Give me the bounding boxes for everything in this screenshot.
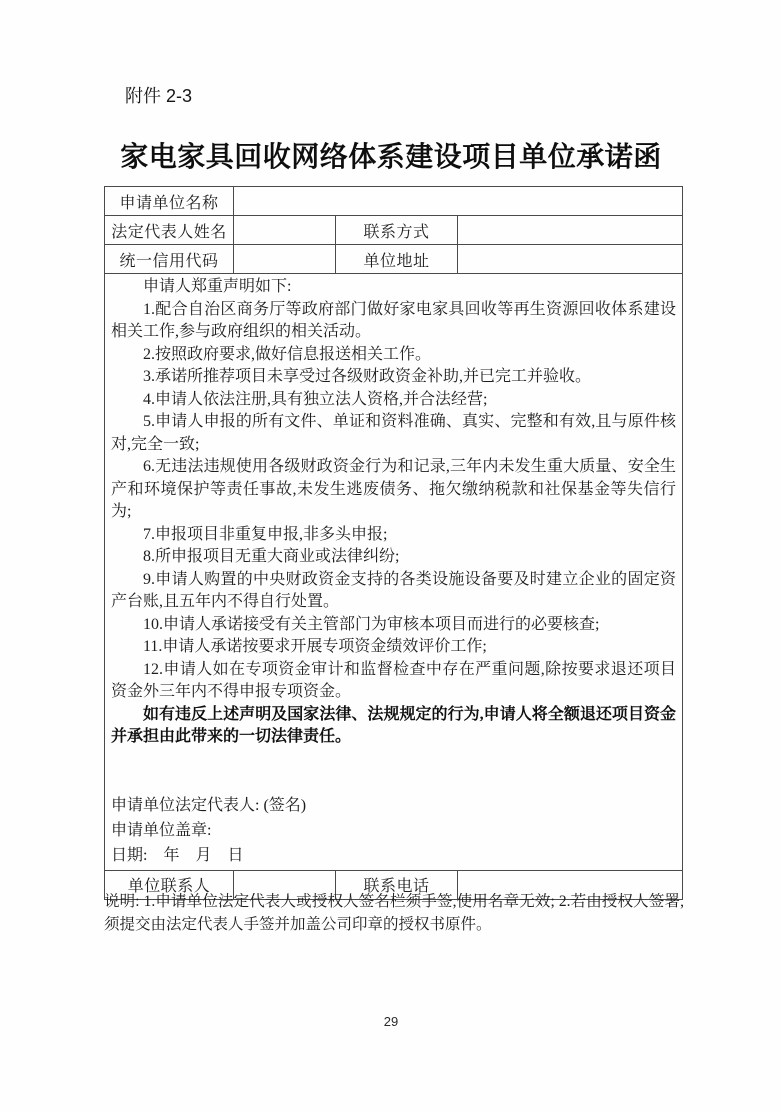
signature-block <box>111 793 676 868</box>
declaration-warning: 如有违反上述声明及国家法律、法规规定的行为,申请人将全额退还项目资金并承担由此带来的一切法律责任。 <box>111 705 677 745</box>
declaration-item: 7.申报项目非重复申报,非多头申报; <box>143 525 388 543</box>
legal-rep-name-field <box>234 216 336 245</box>
table-row <box>105 245 683 274</box>
contact-person-label: 单位联系人 <box>105 870 234 899</box>
declaration-item: 5.申请人申报的所有文件、单证和资料准确、真实、完整和有效,且与原件核对,完全一致; <box>111 413 677 453</box>
declaration-item: 1.配合自治区商务厅等政府部门做好家电家具回收等再生资源回收体系建设相关工作,参与政府组织的相关活动。 <box>111 300 677 340</box>
commitment-form-table <box>104 186 683 900</box>
table-row <box>105 274 683 871</box>
declaration-cell <box>105 274 683 871</box>
page-number: 29 <box>383 1014 399 1029</box>
table-row <box>105 216 683 245</box>
declaration-item: 6.无违法违规使用各级财政资金行为和记录,三年内未发生重大质量、安全生产和环境保护等责任事故,未发生逃废债务、拖欠缴纳税款和社保基金等失信行为; <box>111 458 677 520</box>
unit-address-label: 单位地址 <box>336 245 458 274</box>
applicant-unit-name-label: 申请单位名称 <box>105 187 234 216</box>
declaration-intro: 申请人郑重声明如下: <box>143 278 292 295</box>
declaration-item: 11.申请人承诺按要求开展专项资金绩效评价工作; <box>143 638 487 655</box>
applicant-unit-name-field <box>234 187 683 216</box>
credit-code-label: 统一信用代码 <box>105 245 234 274</box>
contact-phone-label: 联系电话 <box>336 870 458 899</box>
declaration-item: 3.承诺所推荐项目未享受过各级财政资金补助,并已完工并验收。 <box>143 368 592 385</box>
attachment-label: 附件 2-3 <box>125 86 193 106</box>
declaration-item: 8.所申报项目无重大商业或法律纠纷; <box>143 548 400 565</box>
legal-rep-name-label: 法定代表人姓名 <box>105 216 234 245</box>
table-row <box>105 187 683 216</box>
declaration-item: 4.申请人依法注册,具有独立法人资格,并合法经营; <box>143 390 488 408</box>
declaration-item: 12.申请人如在专项资金审计和监督检查中存在严重问题,除按要求退还项目资金外三年内不得申报专项资金。 <box>111 660 677 700</box>
signature-seal-line: 申请单位盖章: <box>111 821 212 839</box>
signature-legal-rep-line: 申请单位法定代表人: (签名) <box>111 796 307 814</box>
contact-method-field <box>458 216 683 245</box>
credit-code-field <box>234 245 336 274</box>
signature-date-line: 日期: 年 月 日 <box>111 846 244 864</box>
footnote-text: 说明: 1.申请单位法定代表人或授权人签名栏须手签,使用名章无效; 2.若由授权人签署,须提交由法定代表人手签并加盖公司印章的授权书原件。 <box>104 893 684 933</box>
declaration-item: 10.申请人承诺接受有关主管部门为审核本项目而进行的必要核查; <box>143 615 600 633</box>
declaration-item: 9.申请人购置的中央财政资金支持的各类设施设备要及时建立企业的固定资产台账,且五年内不得自行处置。 <box>111 570 677 610</box>
declaration-item: 2.按照政府要求,做好信息报送相关工作。 <box>143 345 432 363</box>
unit-address-field <box>458 245 683 274</box>
page-title: 家电家具回收网络体系建设项目单位承诺函 <box>120 141 662 172</box>
contact-method-label: 联系方式 <box>336 216 458 245</box>
